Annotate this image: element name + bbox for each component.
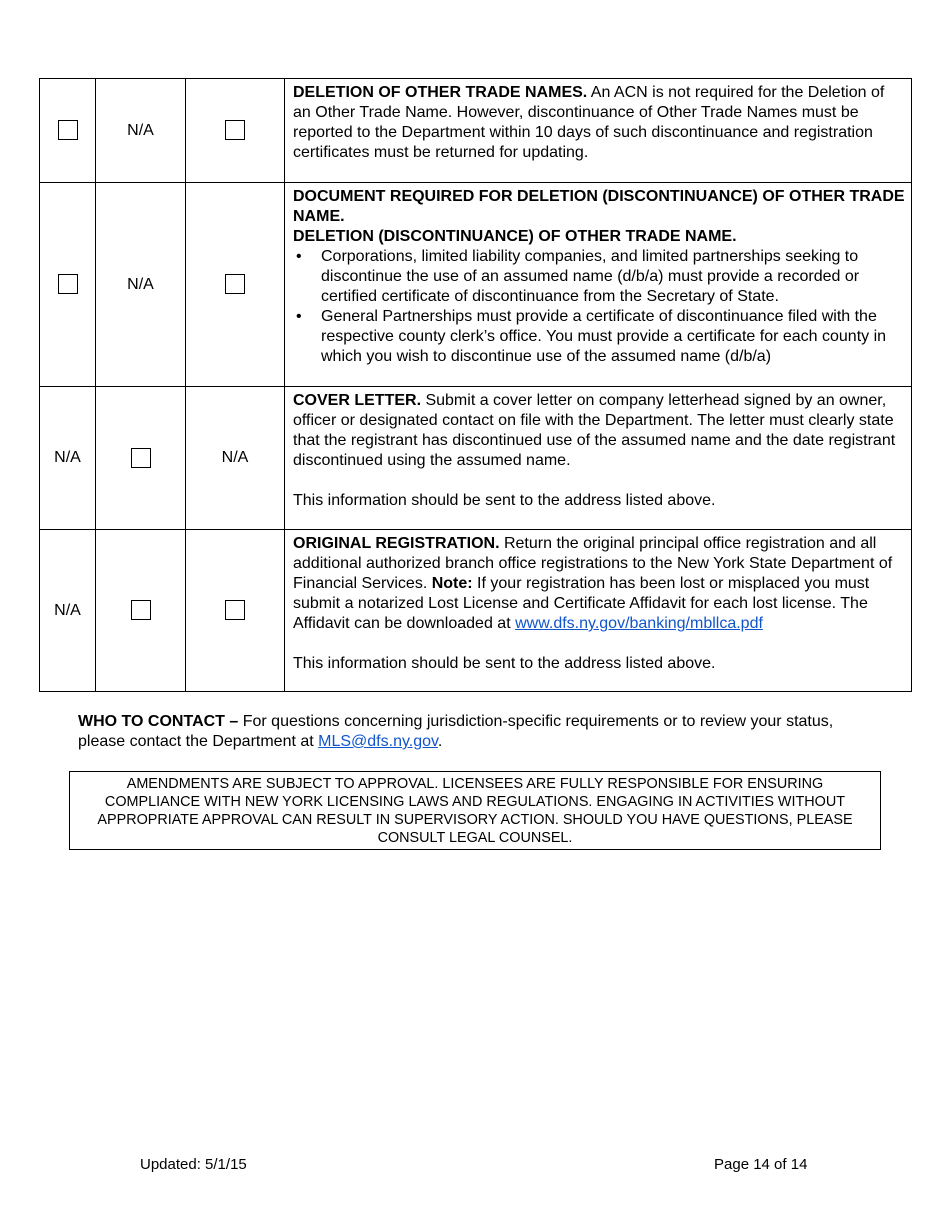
row-note: This information should be sent to the address listed above. <box>293 655 716 672</box>
affidavit-link[interactable]: www.dfs.ny.gov/banking/mbllca.pdf <box>515 615 763 632</box>
row4-col1 <box>40 530 96 692</box>
table-row <box>40 530 912 692</box>
contact-email-link[interactable]: MLS@dfs.ny.gov <box>318 733 438 750</box>
spacer <box>293 471 905 491</box>
row2-col3 <box>186 183 285 387</box>
footer-updated: Updated: 5/1/15 <box>140 1156 247 1173</box>
row3-description <box>285 387 912 530</box>
row-heading: ORIGINAL REGISTRATION. <box>293 535 500 552</box>
requirements-table <box>39 78 912 692</box>
table-row <box>40 79 912 183</box>
checkbox[interactable] <box>225 120 245 140</box>
row2-col1 <box>40 183 96 387</box>
contact-end: . <box>437 733 443 750</box>
na-label: N/A <box>127 121 154 139</box>
row-subheading: DELETION (DISCONTINUANCE) OF OTHER TRADE NAME. <box>293 228 737 245</box>
checkbox[interactable] <box>131 448 151 468</box>
row-paragraph <box>293 391 905 471</box>
approval-notice: AMENDMENTS ARE SUBJECT TO APPROVAL. LICENSEES ARE FULLY RESPONSIBLE FOR ENSURING COMPLIANCE WITH NEW YORK LICENSING LAWS AND REGULATIONS. ENGAGING IN ACTIVITIES WITHOUT APPROPRIATE APPROVAL CAN RESULT IN SUPERVISORY ACTION. SHOULD YOU HAVE QUESTIONS, PLEASE CONSULT LEGAL COUNSEL. <box>69 771 881 850</box>
row1-col3 <box>186 79 285 183</box>
table-row <box>40 387 912 530</box>
row-paragraph <box>293 534 905 634</box>
spacer <box>293 634 905 654</box>
note-text: If your registration has been lost or misplaced you must submit a notarized Lost License and Certificate Affidavit for each lost license. The Affidavit can be downloaded at <box>293 575 870 632</box>
row4-col3 <box>186 530 285 692</box>
row-text: Submit a cover letter on company letterhead signed by an owner, officer or designated contact on file with the Department. The letter must clearly state that the registrant has discontinued use of the assumed name and the date registrant discontinued using the assumed name. <box>293 392 896 469</box>
row2-description <box>285 183 912 387</box>
row3-col3 <box>186 387 285 530</box>
checkbox[interactable] <box>225 274 245 294</box>
na-label: N/A <box>127 275 154 293</box>
checkbox[interactable] <box>58 274 78 294</box>
row3-col1 <box>40 387 96 530</box>
list-item: • Corporations, limited liability companies, and limited partnerships seeking to discontinue the use of an assumed name (d/b/a) must provide a recorded or certified certificate of discontinuance from the Secretary of State. <box>293 247 905 307</box>
row4-col2 <box>96 530 186 692</box>
note-label: Note: <box>431 575 473 592</box>
row1-col2 <box>96 79 186 183</box>
row-heading: DOCUMENT REQUIRED FOR DELETION (DISCONTINUANCE) OF OTHER TRADE NAME. <box>293 188 905 225</box>
row4-description <box>285 530 912 692</box>
checkbox[interactable] <box>58 120 78 140</box>
na-label: N/A <box>221 449 249 466</box>
row-heading: DELETION OF OTHER TRADE NAMES. <box>293 84 588 101</box>
row1-col1 <box>40 79 96 183</box>
row-text: An ACN is not required for the Deletion of an Other Trade Name. However, discontinuance of Other Trade Names must be reported to the Department within 10 days of such discontinuance and registration certificates must be returned for updating. <box>293 84 885 161</box>
bullet-list <box>293 247 905 367</box>
table-row <box>40 183 912 387</box>
row2-col2 <box>96 183 186 387</box>
contact-label: WHO TO CONTACT – <box>78 713 243 730</box>
na-label: N/A <box>54 601 81 619</box>
row-heading: COVER LETTER. <box>293 392 422 409</box>
row-text: Return the original principal office registration and all additional authorized branch office registrations to the New York State Department of Financial Services. <box>293 535 893 592</box>
footer-page-number: Page 14 of 14 <box>714 1156 808 1173</box>
row-note: This information should be sent to the address listed above. <box>293 492 716 509</box>
list-item: • General Partnerships must provide a certificate of discontinuance filed with the respective county clerk’s office. You must provide a certificate for each county in which you wish to discontinue use of the assumed name (d/b/a) <box>293 307 905 367</box>
who-to-contact <box>78 712 858 752</box>
checkbox[interactable] <box>131 600 151 620</box>
na-label: N/A <box>54 449 81 466</box>
row3-col2 <box>96 387 186 530</box>
row1-description <box>285 79 912 183</box>
contact-text: For questions concerning jurisdiction-specific requirements or to review your status, please contact the Department at <box>78 713 834 750</box>
checkbox[interactable] <box>225 600 245 620</box>
